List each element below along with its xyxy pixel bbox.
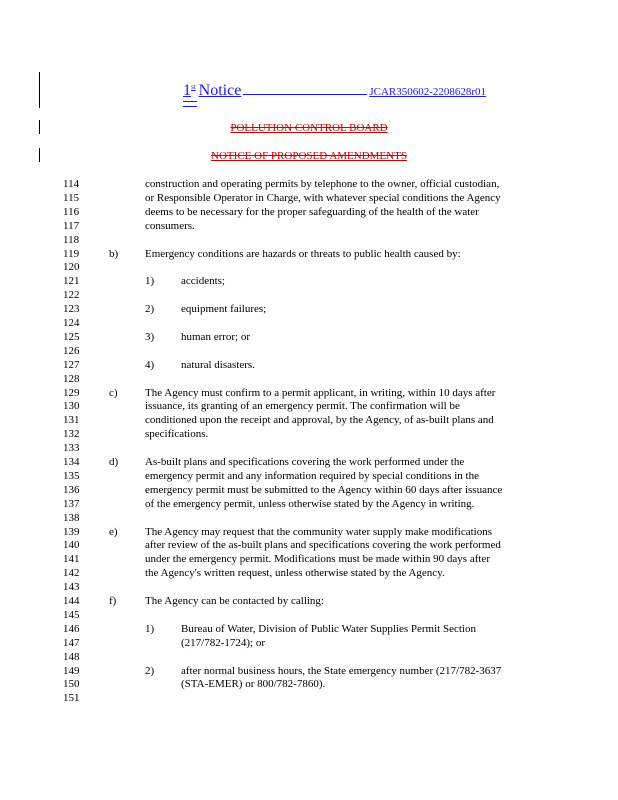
line-text: of the emergency permit, unless otherwise stated by the Agency in writing. <box>145 497 475 510</box>
line-text: Emergency conditions are hazards or threats to public health caused by: <box>145 247 461 260</box>
line-number: 151 <box>63 692 80 705</box>
line-number: 142 <box>63 567 80 580</box>
board-title: POLLUTION CONTROL BOARD <box>230 122 388 134</box>
line-number: 114 <box>63 178 80 190</box>
line-text: deems to be necessary for the proper safeguarding of the health of the water <box>145 205 479 218</box>
line-number: 149 <box>63 664 80 677</box>
line-text: natural disasters. <box>181 358 255 371</box>
line-number: 116 <box>63 205 80 218</box>
line-number: 124 <box>63 317 80 329</box>
line-number: 150 <box>63 678 80 691</box>
line-number: 132 <box>63 428 80 441</box>
notice-number: 1 <box>183 82 191 99</box>
line-text: As-built plans and specifications covering the work performed under the <box>145 456 465 468</box>
line-number: 146 <box>63 622 80 635</box>
line-text: or Responsible Operator in Charge, with whatever special conditions the Agency <box>145 191 501 204</box>
line-number: 126 <box>63 344 80 357</box>
item-marker: 3) <box>145 330 155 343</box>
line-number: 133 <box>63 442 80 455</box>
line-number: 127 <box>63 358 80 371</box>
line-number: 137 <box>63 497 80 510</box>
line-number: 128 <box>63 372 80 385</box>
line-text: The Agency can be contacted by calling: <box>145 595 324 607</box>
line-text: after review of the as-built plans and specifications covering the work performed <box>145 539 501 552</box>
notice-subtitle: NOTICE OF PROPOSED AMENDMENTS <box>211 150 407 162</box>
notice-word: Notice <box>198 82 242 99</box>
line-number: 122 <box>63 289 80 302</box>
line-number: 115 <box>63 191 80 204</box>
line-number: 143 <box>63 581 80 594</box>
line-text: conditioned upon the receipt and approval, by the Agency, of as-built plans and <box>145 414 494 427</box>
notice-header <box>183 82 486 100</box>
line-text: emergency permit and any information required by special conditions in the <box>145 469 479 482</box>
line-number: 119 <box>63 247 80 260</box>
item-marker: d) <box>109 456 119 468</box>
line-number: 144 <box>63 595 80 607</box>
line-text: accidents; <box>181 275 225 288</box>
line-text: under the emergency permit. Modifications must be made within 90 days after <box>145 553 490 566</box>
line-text: specifications. <box>145 428 209 441</box>
line-text: construction and operating permits by telephone to the owner, official custodian, <box>145 178 500 190</box>
line-text: emergency permit must be submitted to the Agency within 60 days after issuance <box>145 483 503 496</box>
line-number: 135 <box>63 469 80 482</box>
item-marker: 2) <box>145 664 155 677</box>
line-number: 130 <box>63 400 80 413</box>
line-number: 120 <box>63 261 80 274</box>
line-number: 140 <box>63 539 80 552</box>
line-number: 148 <box>63 650 80 663</box>
notice-marker <box>183 101 197 107</box>
line-text: (217/782-1724); or <box>181 636 266 649</box>
line-number: 129 <box>63 386 80 399</box>
line-text: The Agency must confirm to a permit applicant, in writing, within 10 days after <box>145 386 496 399</box>
item-marker: 4) <box>145 358 155 371</box>
line-number: 117 <box>63 219 80 232</box>
line-number: 139 <box>63 525 80 538</box>
item-marker: 2) <box>145 303 155 316</box>
line-number: 141 <box>63 553 80 566</box>
line-text: The Agency may request that the community water supply make modifications <box>145 525 493 538</box>
line-number: 138 <box>63 511 80 524</box>
item-marker: c) <box>109 386 118 399</box>
notice-superscript: st <box>191 83 196 91</box>
line-number: 121 <box>63 275 80 288</box>
change-bar <box>39 72 40 108</box>
notice-underline <box>243 84 367 95</box>
jcar-code: JCAR350602-2208628r01 <box>369 86 487 98</box>
item-marker: f) <box>109 595 117 607</box>
line-text: equipment failures; <box>181 303 267 316</box>
item-marker: e) <box>109 525 118 538</box>
line-number: 134 <box>63 456 80 468</box>
line-text: (STA-EMER) or 800/782-7860). <box>181 678 326 691</box>
item-marker: b) <box>109 247 119 260</box>
line-text: issuance, its granting of an emergency permit. The confirmation will be <box>145 400 460 413</box>
line-text: the Agency's written request, unless otherwise stated by the Agency. <box>145 567 445 580</box>
line-number: 136 <box>63 483 80 496</box>
line-text: after normal business hours, the State emergency number (217/782-3637 <box>181 664 502 677</box>
line-number: 125 <box>63 330 80 343</box>
item-marker: 1) <box>145 622 155 635</box>
line-number: 118 <box>63 233 80 246</box>
line-number: 131 <box>63 414 80 427</box>
line-number: 145 <box>63 608 80 621</box>
line-text: consumers. <box>145 219 195 232</box>
line-text: human error; or <box>181 330 251 343</box>
item-marker: 1) <box>145 275 155 288</box>
line-number: 147 <box>63 636 80 649</box>
line-number: 123 <box>63 303 80 316</box>
line-text: Bureau of Water, Division of Public Water Supplies Permit Section <box>181 622 476 635</box>
